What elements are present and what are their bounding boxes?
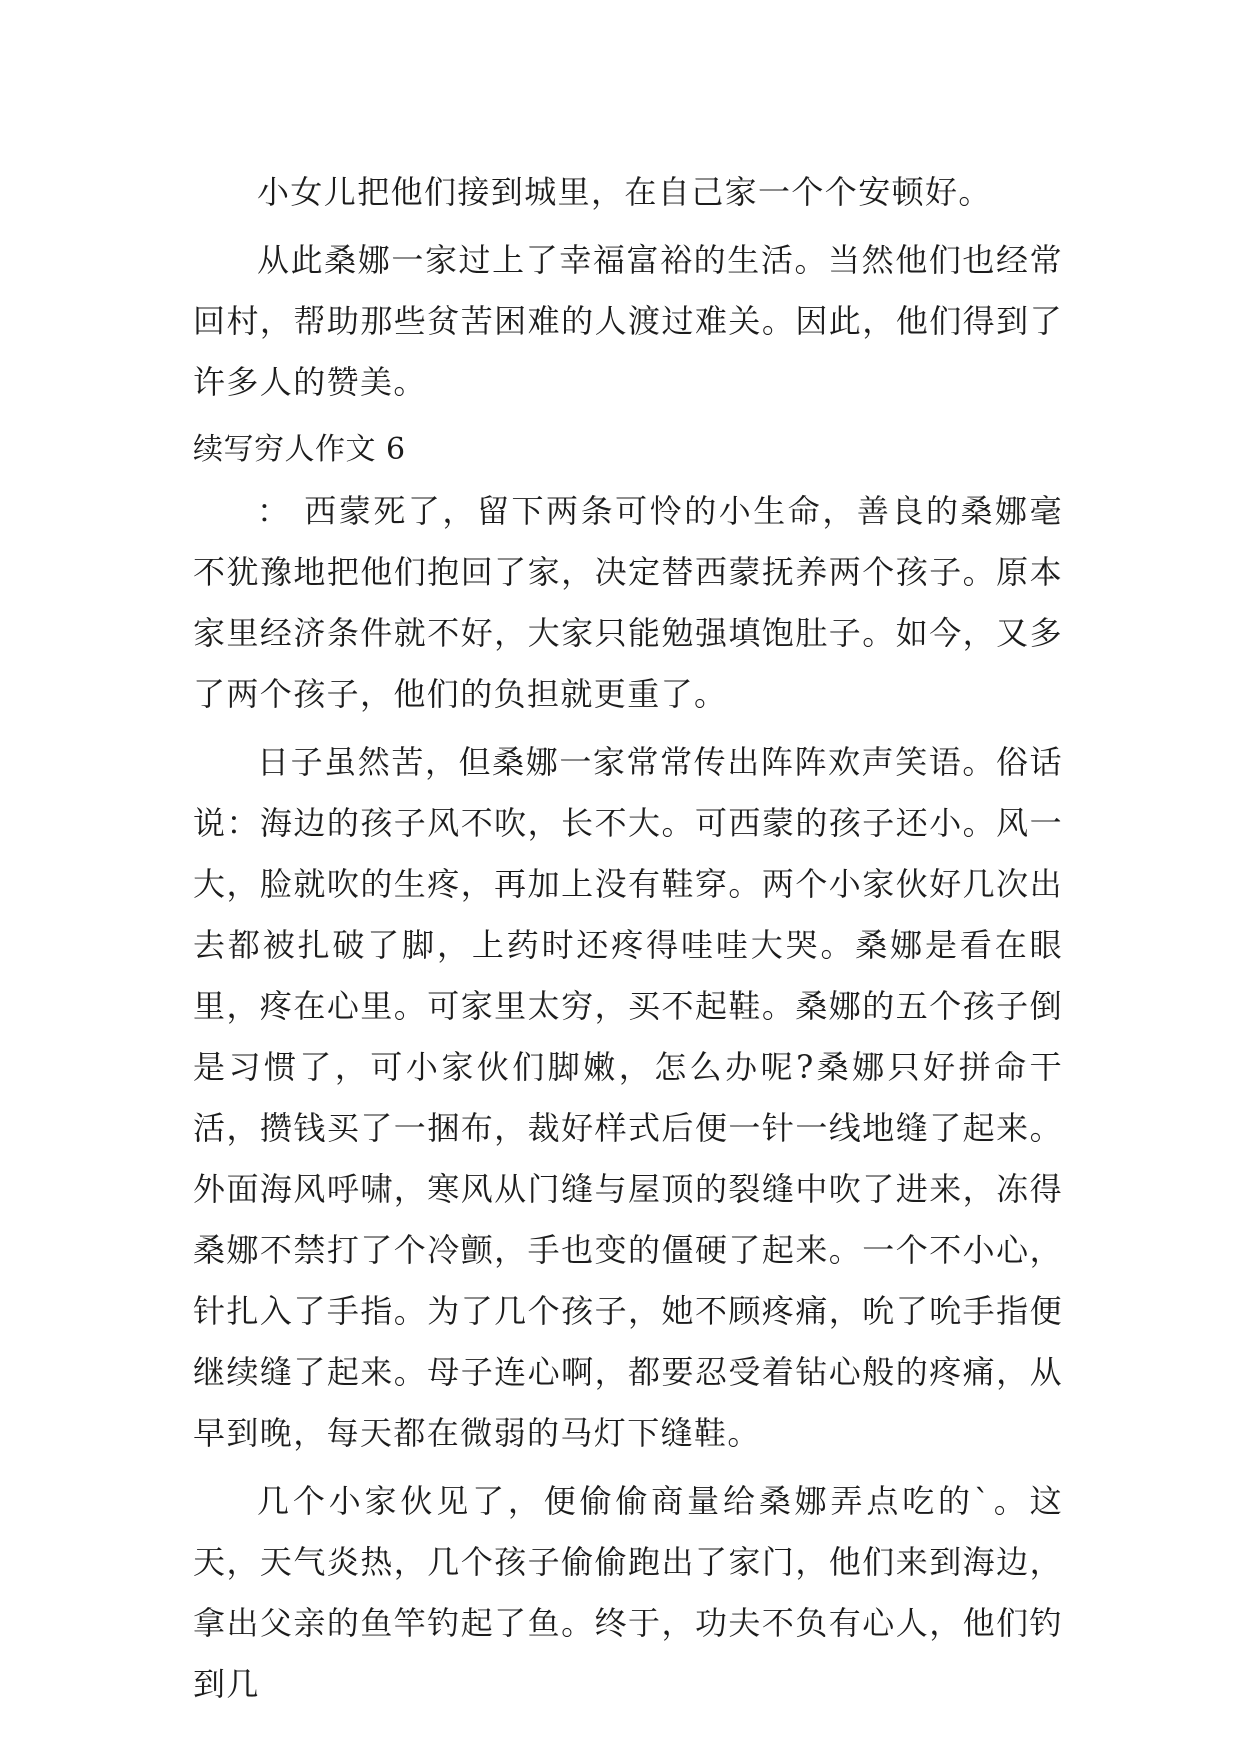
paragraph: 几个小家伙见了，便偷偷商量给桑娜弄点吃的`。这天，天气炎热，几个孩子偷偷跑出了家门，他们来到海边，拿出父亲的鱼竿钓起了鱼。终于，功夫不负有心人，他们钓到几 bbox=[193, 1482, 1063, 1703]
paragraph: 日子虽然苦，但桑娜一家常常传出阵阵欢声笑语。俗话说：海边的孩子风不吹，长不大。可西蒙的孩子还小。风一大，脸就吹的生疼，再加上没有鞋穿。两个小家伙好几次出去都被扎破了脚，上药时还疼得哇哇大哭。桑娜是看在眼里，疼在心里。可家里太穷，买不起鞋。桑娜的五个孩子倒是习惯了，可小家伙们脚嫩，怎么办呢?桑娜只好拼命干活，攒钱买了一捆布，裁好样式后便一针一线地缝了起来。外面海风呼啸，寒风从门缝与屋顶的裂缝中吹了进来，冻得桑娜不禁打了个冷颤，手也变的僵硬了起来。一个不小心，针扎入了手指。为了几个孩子，她不顾疼痛，吮了吮手指便继续缝了起来。母子连心啊，都要忍受着钻心般的疼痛，从早到晚，每天都在微弱的马灯下缝鞋。 bbox=[193, 743, 1063, 1452]
paragraph: 小女儿把他们接到城里，在自己家一个个安顿好。 bbox=[257, 173, 992, 211]
paragraph: ： 西蒙死了，留下两条可怜的小生命，善良的桑娜毫不犹豫地把他们抱回了家，决定替西蒙抚养两个孩子。原本家里经济条件就不好，大家只能勉强填饱肚子。如今，又多了两个孩子，他们的负担就更重了。 bbox=[193, 492, 1063, 713]
section-heading: 续写穷人作文 6 bbox=[193, 432, 406, 467]
document-body bbox=[193, 162, 1063, 1715]
paragraph: 从此桑娜一家过上了幸福富裕的生活。当然他们也经常回村，帮助那些贫苦困难的人渡过难关。因此，他们得到了许多人的赞美。 bbox=[193, 241, 1063, 401]
